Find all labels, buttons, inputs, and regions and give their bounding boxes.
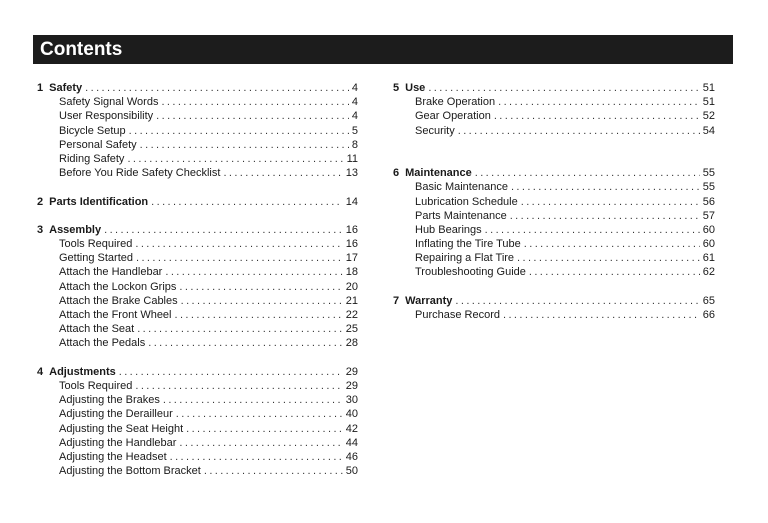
toc-section-entry[interactable]	[37, 195, 358, 209]
toc-subsection-entry[interactable]	[37, 336, 358, 350]
toc-page-number: 18	[345, 266, 358, 279]
toc-dot-leader	[511, 180, 700, 194]
toc-page-number: 16	[345, 238, 358, 251]
toc-page-number: 60	[702, 238, 715, 251]
toc-page-number: 21	[345, 294, 358, 307]
toc-subsection-entry[interactable]	[37, 152, 358, 166]
toc-section-entry[interactable]	[393, 166, 715, 180]
toc-page-number: 55	[702, 167, 715, 180]
toc-page-number: 51	[702, 96, 715, 109]
toc-entry-title: Adjustments	[49, 365, 116, 378]
toc-page-number: 30	[345, 394, 358, 407]
toc-spacer	[393, 138, 715, 152]
toc-entry-title: Personal Safety	[59, 138, 137, 151]
toc-page-number: 28	[345, 337, 358, 350]
toc-dot-leader	[148, 336, 343, 350]
toc-page-number: 16	[345, 223, 358, 236]
toc-subsection-entry[interactable]	[37, 95, 358, 109]
toc-dot-leader	[137, 322, 343, 336]
toc-dot-leader	[186, 422, 343, 436]
toc-dot-leader	[140, 138, 349, 152]
toc-page-number: 25	[345, 323, 358, 336]
toc-section-number: 1	[37, 82, 44, 94]
toc-entry-title: Security	[415, 124, 455, 137]
toc-section-entry[interactable]	[393, 294, 715, 308]
toc-dot-leader	[529, 265, 700, 279]
toc-subsection-entry[interactable]	[393, 95, 715, 109]
toc-spacer	[37, 209, 358, 223]
toc-spacer	[37, 351, 358, 365]
toc-subsection-entry[interactable]	[37, 436, 358, 450]
toc-page-number: 13	[345, 167, 358, 180]
toc-entry-title: Attach the Seat	[59, 323, 135, 336]
toc-subsection-entry[interactable]	[37, 407, 358, 421]
toc-left-column	[37, 81, 358, 478]
toc-subsection-entry[interactable]	[393, 265, 715, 279]
toc-dot-leader	[85, 81, 349, 95]
toc-dot-leader	[104, 223, 343, 237]
toc-page-number: 52	[702, 110, 715, 123]
toc-entry-title: Assembly	[49, 223, 102, 236]
toc-page-number: 65	[702, 294, 715, 307]
toc-page-number: 42	[345, 422, 358, 435]
toc-subsection-entry[interactable]	[393, 124, 715, 138]
toc-dot-leader	[129, 124, 349, 138]
toc-section-number: 2	[37, 195, 44, 208]
toc-entry-title: Parts Maintenance	[415, 209, 507, 222]
toc-subsection-entry[interactable]	[37, 124, 358, 138]
toc-page-number: 4	[351, 110, 358, 123]
toc-subsection-entry[interactable]	[37, 138, 358, 152]
toc-page-number: 40	[345, 408, 358, 421]
toc-dot-leader	[475, 166, 700, 180]
toc-dot-leader	[165, 265, 342, 279]
toc-page-number: 50	[345, 465, 358, 478]
toc-section-number: 6	[393, 167, 400, 180]
toc-entry-title: Adjusting the Derailleur	[59, 408, 173, 421]
toc-subsection-entry[interactable]	[37, 251, 358, 265]
toc-entry-title: Attach the Brake Cables	[59, 294, 178, 307]
toc-subsection-entry[interactable]	[37, 294, 358, 308]
contents-header-bar	[33, 35, 733, 64]
toc-entry-title: Adjusting the Brakes	[59, 394, 160, 407]
toc-page-number: 66	[702, 309, 715, 321]
toc-section-number: 7	[393, 294, 400, 307]
toc-subsection-entry[interactable]	[37, 308, 358, 322]
toc-subsection-entry[interactable]	[393, 308, 715, 322]
toc-entry-title: Safety	[49, 82, 83, 94]
toc-page-number: 29	[345, 365, 358, 378]
toc-dot-leader	[179, 280, 342, 294]
toc-dot-leader	[127, 152, 343, 166]
toc-page-number: 4	[351, 82, 358, 94]
toc-dot-leader	[494, 109, 700, 123]
toc-dot-leader	[136, 251, 343, 265]
toc-subsection-entry[interactable]	[37, 265, 358, 279]
toc-page-number: 14	[345, 195, 358, 208]
toc-subsection-entry[interactable]	[37, 280, 358, 294]
toc-subsection-entry[interactable]	[393, 237, 715, 251]
toc-dot-leader	[135, 237, 342, 251]
toc-subsection-entry[interactable]	[37, 379, 358, 393]
toc-section-number: 5	[393, 82, 400, 94]
toc-dot-leader	[503, 308, 700, 322]
toc-entry-title: Adjusting the Handlebar	[59, 436, 177, 449]
toc-dot-leader	[119, 365, 343, 379]
toc-entry-title: Tools Required	[59, 238, 133, 251]
toc-section-entry[interactable]	[37, 81, 358, 95]
toc-subsection-entry[interactable]	[37, 322, 358, 336]
toc-subsection-entry[interactable]	[393, 209, 715, 223]
toc-dot-leader	[179, 436, 342, 450]
toc-page-number: 20	[345, 280, 358, 293]
toc-entry-title: Inflating the Tire Tube	[415, 238, 521, 251]
toc-subsection-entry[interactable]	[37, 450, 358, 464]
toc-page-number: 44	[345, 436, 358, 449]
toc-subsection-entry[interactable]	[37, 393, 358, 407]
toc-page-number: 29	[345, 379, 358, 392]
toc-entry-title: Gear Operation	[415, 110, 491, 123]
toc-page-number: 8	[351, 138, 358, 151]
toc-entry-title: Getting Started	[59, 252, 133, 265]
toc-dot-leader	[176, 407, 343, 421]
toc-entry-title: Parts Identification	[49, 195, 149, 208]
toc-entry-title: Attach the Front Wheel	[59, 309, 172, 321]
toc-dot-leader	[163, 393, 343, 407]
toc-section-number: 4	[37, 365, 44, 378]
toc-subsection-entry[interactable]	[37, 237, 358, 251]
toc-entry-title: Bicycle Setup	[59, 124, 126, 137]
toc-page-number: 4	[351, 96, 358, 109]
toc-dot-leader	[485, 223, 700, 237]
toc-right-column	[393, 81, 715, 322]
toc-page-number: 55	[702, 181, 715, 194]
toc-section-number: 3	[37, 223, 44, 236]
toc-subsection-entry[interactable]	[393, 223, 715, 237]
toc-section-entry[interactable]	[393, 81, 715, 95]
toc-section-entry[interactable]	[37, 365, 358, 379]
toc-dot-leader	[223, 166, 342, 180]
toc-entry-title: Maintenance	[405, 167, 472, 180]
toc-subsection-entry[interactable]	[37, 422, 358, 436]
toc-entry-title: Hub Bearings	[415, 223, 482, 236]
toc-entry-title: Troubleshooting Guide	[415, 266, 526, 279]
toc-dot-leader	[510, 209, 700, 223]
toc-subsection-entry[interactable]	[393, 180, 715, 194]
toc-page-number: 11	[346, 152, 358, 165]
toc-page-number: 60	[702, 223, 715, 236]
toc-entry-title: Attach the Lockon Grips	[59, 280, 177, 293]
toc-entry-title: Riding Safety	[59, 152, 125, 165]
toc-subsection-entry[interactable]	[37, 464, 358, 478]
toc-page-number: 54	[702, 124, 715, 137]
toc-entry-title: Use	[405, 82, 426, 94]
toc-dot-leader	[151, 195, 343, 209]
toc-dot-leader	[181, 294, 343, 308]
toc-section-entry[interactable]	[37, 223, 358, 237]
toc-dot-leader	[524, 237, 700, 251]
toc-entry-title: Warranty	[405, 294, 453, 307]
toc-dot-leader	[455, 294, 699, 308]
toc-entry-title: Lubrication Schedule	[415, 195, 518, 208]
toc-page-number: 56	[702, 195, 715, 208]
toc-spacer	[393, 280, 715, 294]
toc-subsection-entry[interactable]	[393, 109, 715, 123]
toc-entry-title: Adjusting the Headset	[59, 450, 167, 463]
toc-dot-leader	[204, 464, 343, 478]
toc-dot-leader	[521, 195, 700, 209]
toc-dot-leader	[517, 251, 700, 265]
toc-dot-leader	[458, 124, 700, 138]
toc-entry-title: Repairing a Flat Tire	[415, 252, 515, 265]
toc-subsection-entry[interactable]	[393, 251, 715, 265]
toc-dot-leader	[135, 379, 342, 393]
toc-entry-title: Attach the Pedals	[59, 337, 146, 350]
toc-entry-title: Attach the Handlebar	[59, 266, 163, 279]
toc-entry-title: Adjusting the Bottom Bracket	[59, 465, 201, 478]
toc-subsection-entry[interactable]	[37, 109, 358, 123]
toc-entry-title: Tools Required	[59, 379, 133, 392]
toc-spacer	[393, 152, 715, 166]
toc-page-number: 62	[702, 266, 715, 279]
toc-entry-title: Before You Ride Safety Checklist	[59, 167, 221, 180]
toc-entry-title: User Responsibility	[59, 110, 154, 123]
toc-page-number: 17	[345, 252, 358, 265]
toc-spacer	[37, 180, 358, 194]
toc-page-number: 5	[351, 124, 358, 137]
toc-entry-title: Brake Operation	[415, 96, 496, 109]
toc-entry-title: Safety Signal Words	[59, 96, 159, 109]
page-title: Contents	[40, 39, 123, 60]
toc-page-number: 22	[345, 309, 358, 321]
toc-subsection-entry[interactable]	[393, 195, 715, 209]
toc-page-number: 57	[702, 209, 715, 222]
toc-entry-title: Basic Maintenance	[415, 181, 508, 194]
toc-dot-leader	[498, 95, 700, 109]
toc-entry-title: Purchase Record	[415, 309, 500, 321]
toc-page-number: 46	[345, 450, 358, 463]
toc-entry-title: Adjusting the Seat Height	[59, 422, 184, 435]
toc-dot-leader	[161, 95, 348, 109]
toc-page-number: 61	[702, 252, 715, 265]
toc-subsection-entry[interactable]	[37, 166, 358, 180]
toc-page-number: 51	[702, 82, 715, 94]
toc-dot-leader	[428, 81, 699, 95]
toc-dot-leader	[175, 308, 343, 322]
toc-dot-leader	[170, 450, 343, 464]
toc-dot-leader	[156, 109, 349, 123]
